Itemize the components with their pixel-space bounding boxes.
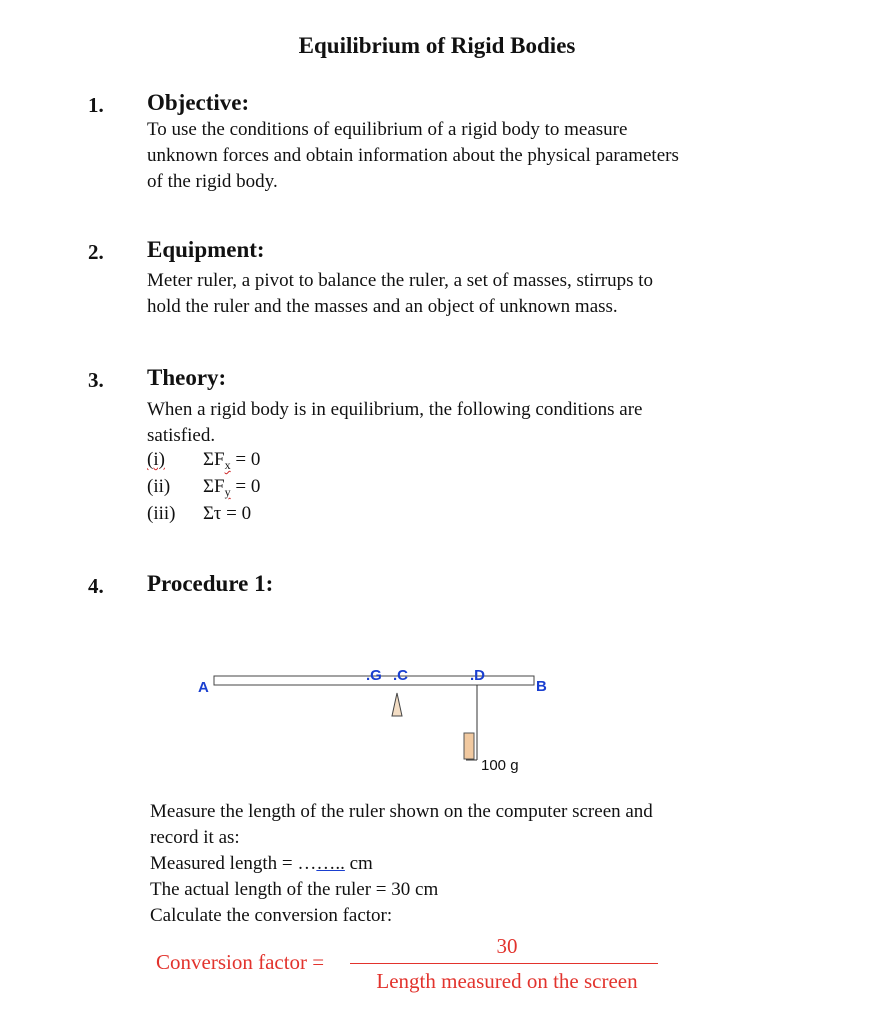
text-line: When a rigid body is in equilibrium, the following conditions are [147, 399, 643, 420]
text-line: record it as: [150, 827, 240, 848]
section-heading-objective: Objective: [147, 90, 250, 115]
condition-rhs: = 0 [235, 476, 261, 497]
pivot [392, 693, 402, 716]
conversion-factor-lhs: Conversion factor = [156, 950, 325, 974]
procedure-text [150, 799, 830, 929]
text-line: of the rigid body. [147, 171, 278, 192]
measured-length-blank: ….. [316, 853, 345, 874]
condition-subscript: x [224, 458, 231, 472]
label-g: .G [366, 667, 382, 684]
mass-label: 100 g [481, 757, 519, 774]
section-number: 3. [88, 368, 104, 392]
section-heading-procedure: Procedure 1: [147, 571, 274, 596]
text-line: Measure the length of the ruler shown on the computer screen and [150, 801, 653, 822]
condition-symbol: ΣF [203, 476, 225, 497]
condition-label: (iii) [147, 503, 176, 524]
page-title: Equilibrium of Rigid Bodies [298, 33, 576, 58]
text-line: Meter ruler, a pivot to balance the ruler, a set of masses, stirrups to [147, 270, 654, 291]
label-c: .C [393, 667, 408, 684]
condition-label: (i) [147, 449, 165, 470]
text-line: To use the conditions of equilibrium of a rigid body to measure [147, 119, 628, 140]
label-a: A [198, 679, 209, 696]
label-d: .D [470, 667, 485, 684]
section-number: 1. [88, 93, 104, 117]
text-line: hold the ruler and the masses and an object of unknown mass. [147, 296, 618, 317]
condition-subscript: y [224, 485, 231, 499]
condition-rhs: = 0 [235, 449, 261, 470]
section-heading-theory: Theory: [147, 365, 227, 390]
measured-length-unit: cm [344, 853, 373, 874]
fraction-bar [350, 963, 658, 964]
condition-symbol: Στ [203, 503, 222, 524]
condition-label: (ii) [147, 476, 171, 497]
condition-rhs: = 0 [226, 503, 252, 524]
measured-length-label: Measured length = … [150, 853, 317, 874]
calculate-line: Calculate the conversion factor: [150, 905, 393, 926]
section-number: 2. [88, 240, 104, 264]
text-line: satisfied. [147, 425, 216, 446]
text-line: unknown forces and obtain information about the physical parameters [147, 145, 679, 166]
actual-length-line: The actual length of the ruler = 30 cm [150, 879, 439, 900]
measured-length-line [150, 851, 830, 877]
formula-numerator: 30 [496, 934, 518, 958]
formula-denominator: Length measured on the screen [376, 969, 638, 993]
section-heading-equipment: Equipment: [147, 237, 265, 262]
condition-symbol: ΣF [203, 449, 225, 470]
label-b: B [536, 678, 547, 695]
section-number: 4. [88, 574, 104, 598]
hanging-mass [464, 733, 474, 759]
